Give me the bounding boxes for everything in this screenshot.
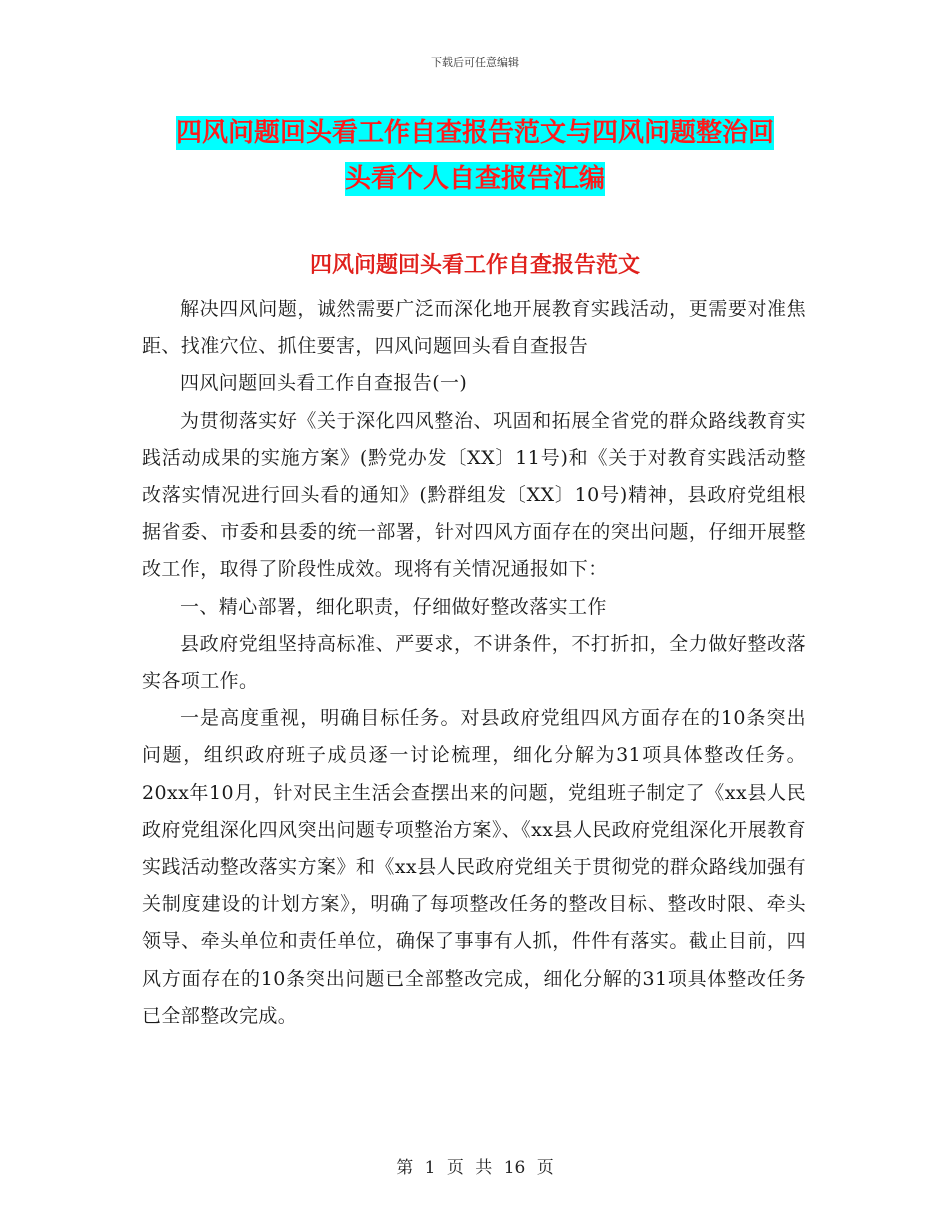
paragraph: 为贯彻落实好《关于深化四风整治、巩固和拓展全省党的群众路线教育实践活动成果的实施方案》(黔党办发〔XX〕11号)和《关于对教育实践活动整改落实情况进行回头看的通知》(黔群组发〔XX〕10号)精神，县政府党组根据省委、市委和县委的统一部署，针对四风方面存在的突出问题，仔细开展整改工作，取得了阶段性成效。现将有关情况通报如下：: [142, 409, 806, 581]
paragraph: 一是高度重视，明确目标任务。对县政府党组四风方面存在的10条突出问题，组织政府班子成员逐一讨论梳理，细化分解为31项具体整改任务。20xx年10月，针对民主生活会查摆出来的问题，党组班子制定了《xx县人民政府党组深化四风突出问题专项整治方案》、《xx县人民政府党组深化开展教育实践活动整改落实方案》和《xx县人民政府党组关于贯彻党的群众路线加强有关制度建设的计划方案》，明确了每项整改任务的整改目标、整改时限、牵头领导、牵头单位和责任单位，确保了事事有人抓，件件有落实。截止目前，四风方面存在的10条突出问题已全部整改完成，细化分解的31项具体整改任务已全部整改完成。: [142, 707, 806, 1027]
header-note: 下载后可任意编辑: [431, 56, 519, 69]
main-title: [140, 110, 810, 202]
main-title-line2: 头看个人自查报告汇编: [344, 164, 605, 194]
paragraph: 一、精心部署，细化职责，仔细做好整改落实工作: [180, 595, 607, 618]
main-title-line1: 四风问题回头看工作自查报告范文与四风问题整治回: [175, 118, 774, 148]
page-footer: 第 1 页 共 16 页: [396, 1158, 554, 1178]
paragraph: 四风问题回头看工作自查报告(一): [180, 372, 468, 395]
document-body: [142, 291, 806, 1035]
paragraph: 县政府党组坚持高标准、严要求，不讲条件，不打折扣，全力做好整改落实各项工作。: [142, 632, 806, 693]
section-title: 四风问题回头看工作自查报告范文: [309, 253, 640, 278]
paragraph: 解决四风问题，诚然需要广泛而深化地开展教育实践活动，更需要对准焦距、找准穴位、抓住要害，四风问题回头看自查报告: [142, 298, 806, 358]
